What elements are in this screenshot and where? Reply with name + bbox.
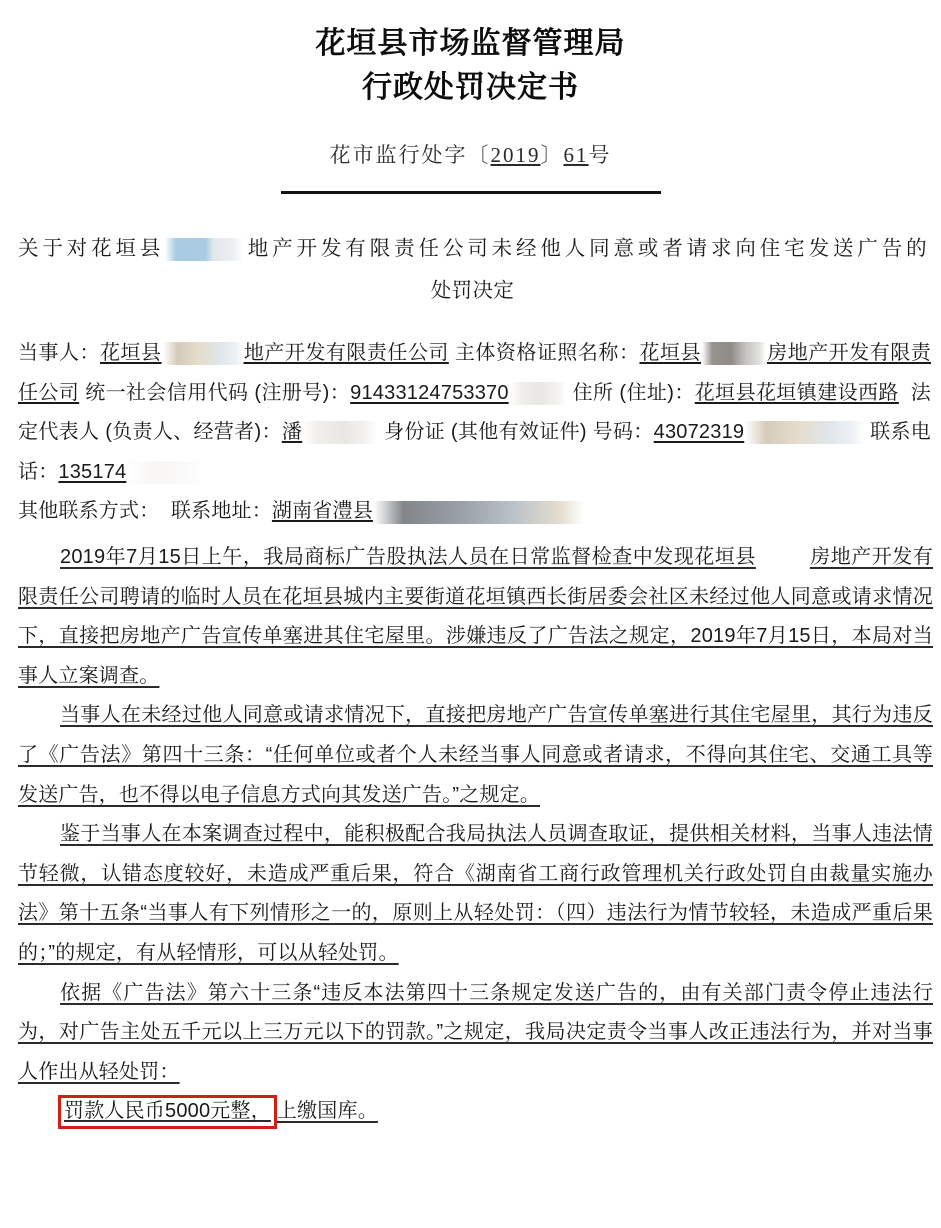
subject-text-before-redaction: 关于对花垣县 bbox=[18, 237, 165, 260]
redaction-block-cert-name bbox=[702, 342, 766, 365]
redaction-block-legal-rep bbox=[303, 421, 377, 444]
paragraph-violation: 当事人在未经过他人同意或请求情况下，直接把房地产广告宣传单塞进行其住宅屋里，其行为违反了《广告法》第四十三条：“任何单位或者个人未经当事人同意或者请求，不得向其住宅、交通工具等发送广告，也不得以电子信息方式向其发送广告。”之规定。 bbox=[18, 704, 933, 806]
paragraph-decision: 依据《广告法》第六十三条“违反本法第四十三条规定发送广告的，由有关部门责令停止违法行为，对广告主处五千元以上三万元以下的罚款。”之规定，我局决定责令当事人改正违法行为，并对当事人作出从轻处罚： bbox=[18, 981, 933, 1083]
doc-number-bracket-open: 〔 bbox=[467, 143, 491, 167]
page-title-line-2: 行政处罚决定书 bbox=[362, 70, 579, 104]
document-number bbox=[0, 139, 941, 169]
subject-text-after-redaction: 地产开发有限责任公司未经他人同意或者请求向住宅发送广告的 bbox=[244, 237, 927, 260]
paragraph-facts bbox=[18, 538, 933, 696]
doc-number-prefix: 花市监行处字 bbox=[329, 143, 468, 167]
party-name-prefix: 花垣县 bbox=[100, 342, 162, 365]
subject-heading bbox=[0, 228, 941, 312]
phone-label: 联系电话： bbox=[18, 421, 931, 483]
id-type-label: 身份证 (其他有效证件) 号码： bbox=[384, 421, 654, 444]
doc-number-serial: 61 bbox=[563, 143, 589, 167]
redaction-block-facts bbox=[757, 546, 809, 569]
other-contact-label: 其他联系方式： bbox=[18, 500, 160, 523]
paragraph-mitigation: 鉴于当事人在本案调查过程中，能积极配合我局执法人员调查取证，提供相关材料，当事人违法情节轻微，认错态度较好，未造成严重后果，符合《湖南省工商行政管理机关行政处罚自由裁量实施办法》第十五条“当事人有下列情形之一的，原则上从轻处罚：（四）违法行为情节较轻，未造成严重后果的；”的规定，有从轻情形，可以从轻处罚。 bbox=[18, 823, 933, 964]
party-label: 当事人： bbox=[18, 342, 101, 365]
doc-number-year: 2019 bbox=[490, 143, 541, 167]
penalty-amount-line bbox=[0, 1092, 941, 1132]
party-name-suffix: 地产开发有限责任公司 bbox=[243, 342, 449, 365]
doc-number-bracket-close: 〕 bbox=[540, 143, 564, 167]
address-label: 住所 (住址)： bbox=[572, 381, 695, 404]
credit-code-label: 统一社会信用代码 (注册号)： bbox=[85, 381, 351, 404]
address-value: 花垣县花垣镇建设西路 bbox=[694, 381, 899, 404]
id-number-value: 43072319 bbox=[653, 421, 745, 444]
cert-name-prefix: 花垣县 bbox=[639, 342, 701, 365]
legal-rep-label: 法定代表人 (负责人、经营者)： bbox=[18, 381, 931, 444]
cert-name-label: 主体资格证照名称： bbox=[454, 342, 640, 365]
redaction-block-phone bbox=[127, 461, 201, 484]
paragraph-facts-part2: 房地产开发有限责任公司聘请的临时人员在花垣县城内主要街道花垣镇西长街居委会社区未经过他人同意或请求情况下，直接把房地产广告宣传单塞进其住宅屋里。涉嫌违反了广告法之规定，2019年7月15日，本局对当事人立案调查。 bbox=[18, 546, 934, 687]
doc-number-suffix: 号 bbox=[588, 143, 612, 167]
contact-address-value: 湖南省澧县 bbox=[271, 500, 373, 523]
redaction-block-subject bbox=[165, 238, 243, 262]
cert-name-suffix: 房地产开发有限责任公司 bbox=[18, 342, 931, 404]
contact-address-label: 联系地址： bbox=[170, 500, 272, 523]
redaction-block-credit-code bbox=[510, 382, 566, 405]
redaction-block-party-name bbox=[163, 342, 243, 365]
paragraph-facts-part1: 2019年7月15日上午，我局商标广告股执法人员在日常监督检查中发现花垣县 bbox=[60, 546, 756, 568]
party-information-block bbox=[0, 334, 941, 532]
legal-rep-value: 潘 bbox=[281, 421, 303, 444]
document-body bbox=[0, 538, 941, 1092]
phone-value: 135174 bbox=[58, 460, 127, 483]
header-divider-rule bbox=[281, 191, 661, 194]
subject-heading-line-2: 处罚决定 bbox=[430, 279, 515, 303]
redaction-block-contact-address bbox=[374, 501, 584, 524]
redaction-block-id-number bbox=[745, 421, 863, 444]
penalty-amount-highlight: 罚款人民币5000元整， bbox=[58, 1095, 277, 1129]
page-title-line-1: 花垣县市场监督管理局 bbox=[315, 27, 626, 60]
penalty-trailing-text: 上缴国库。 bbox=[276, 1100, 378, 1123]
credit-code-value: 91433124753370 bbox=[350, 381, 509, 404]
document-header bbox=[0, 0, 941, 109]
